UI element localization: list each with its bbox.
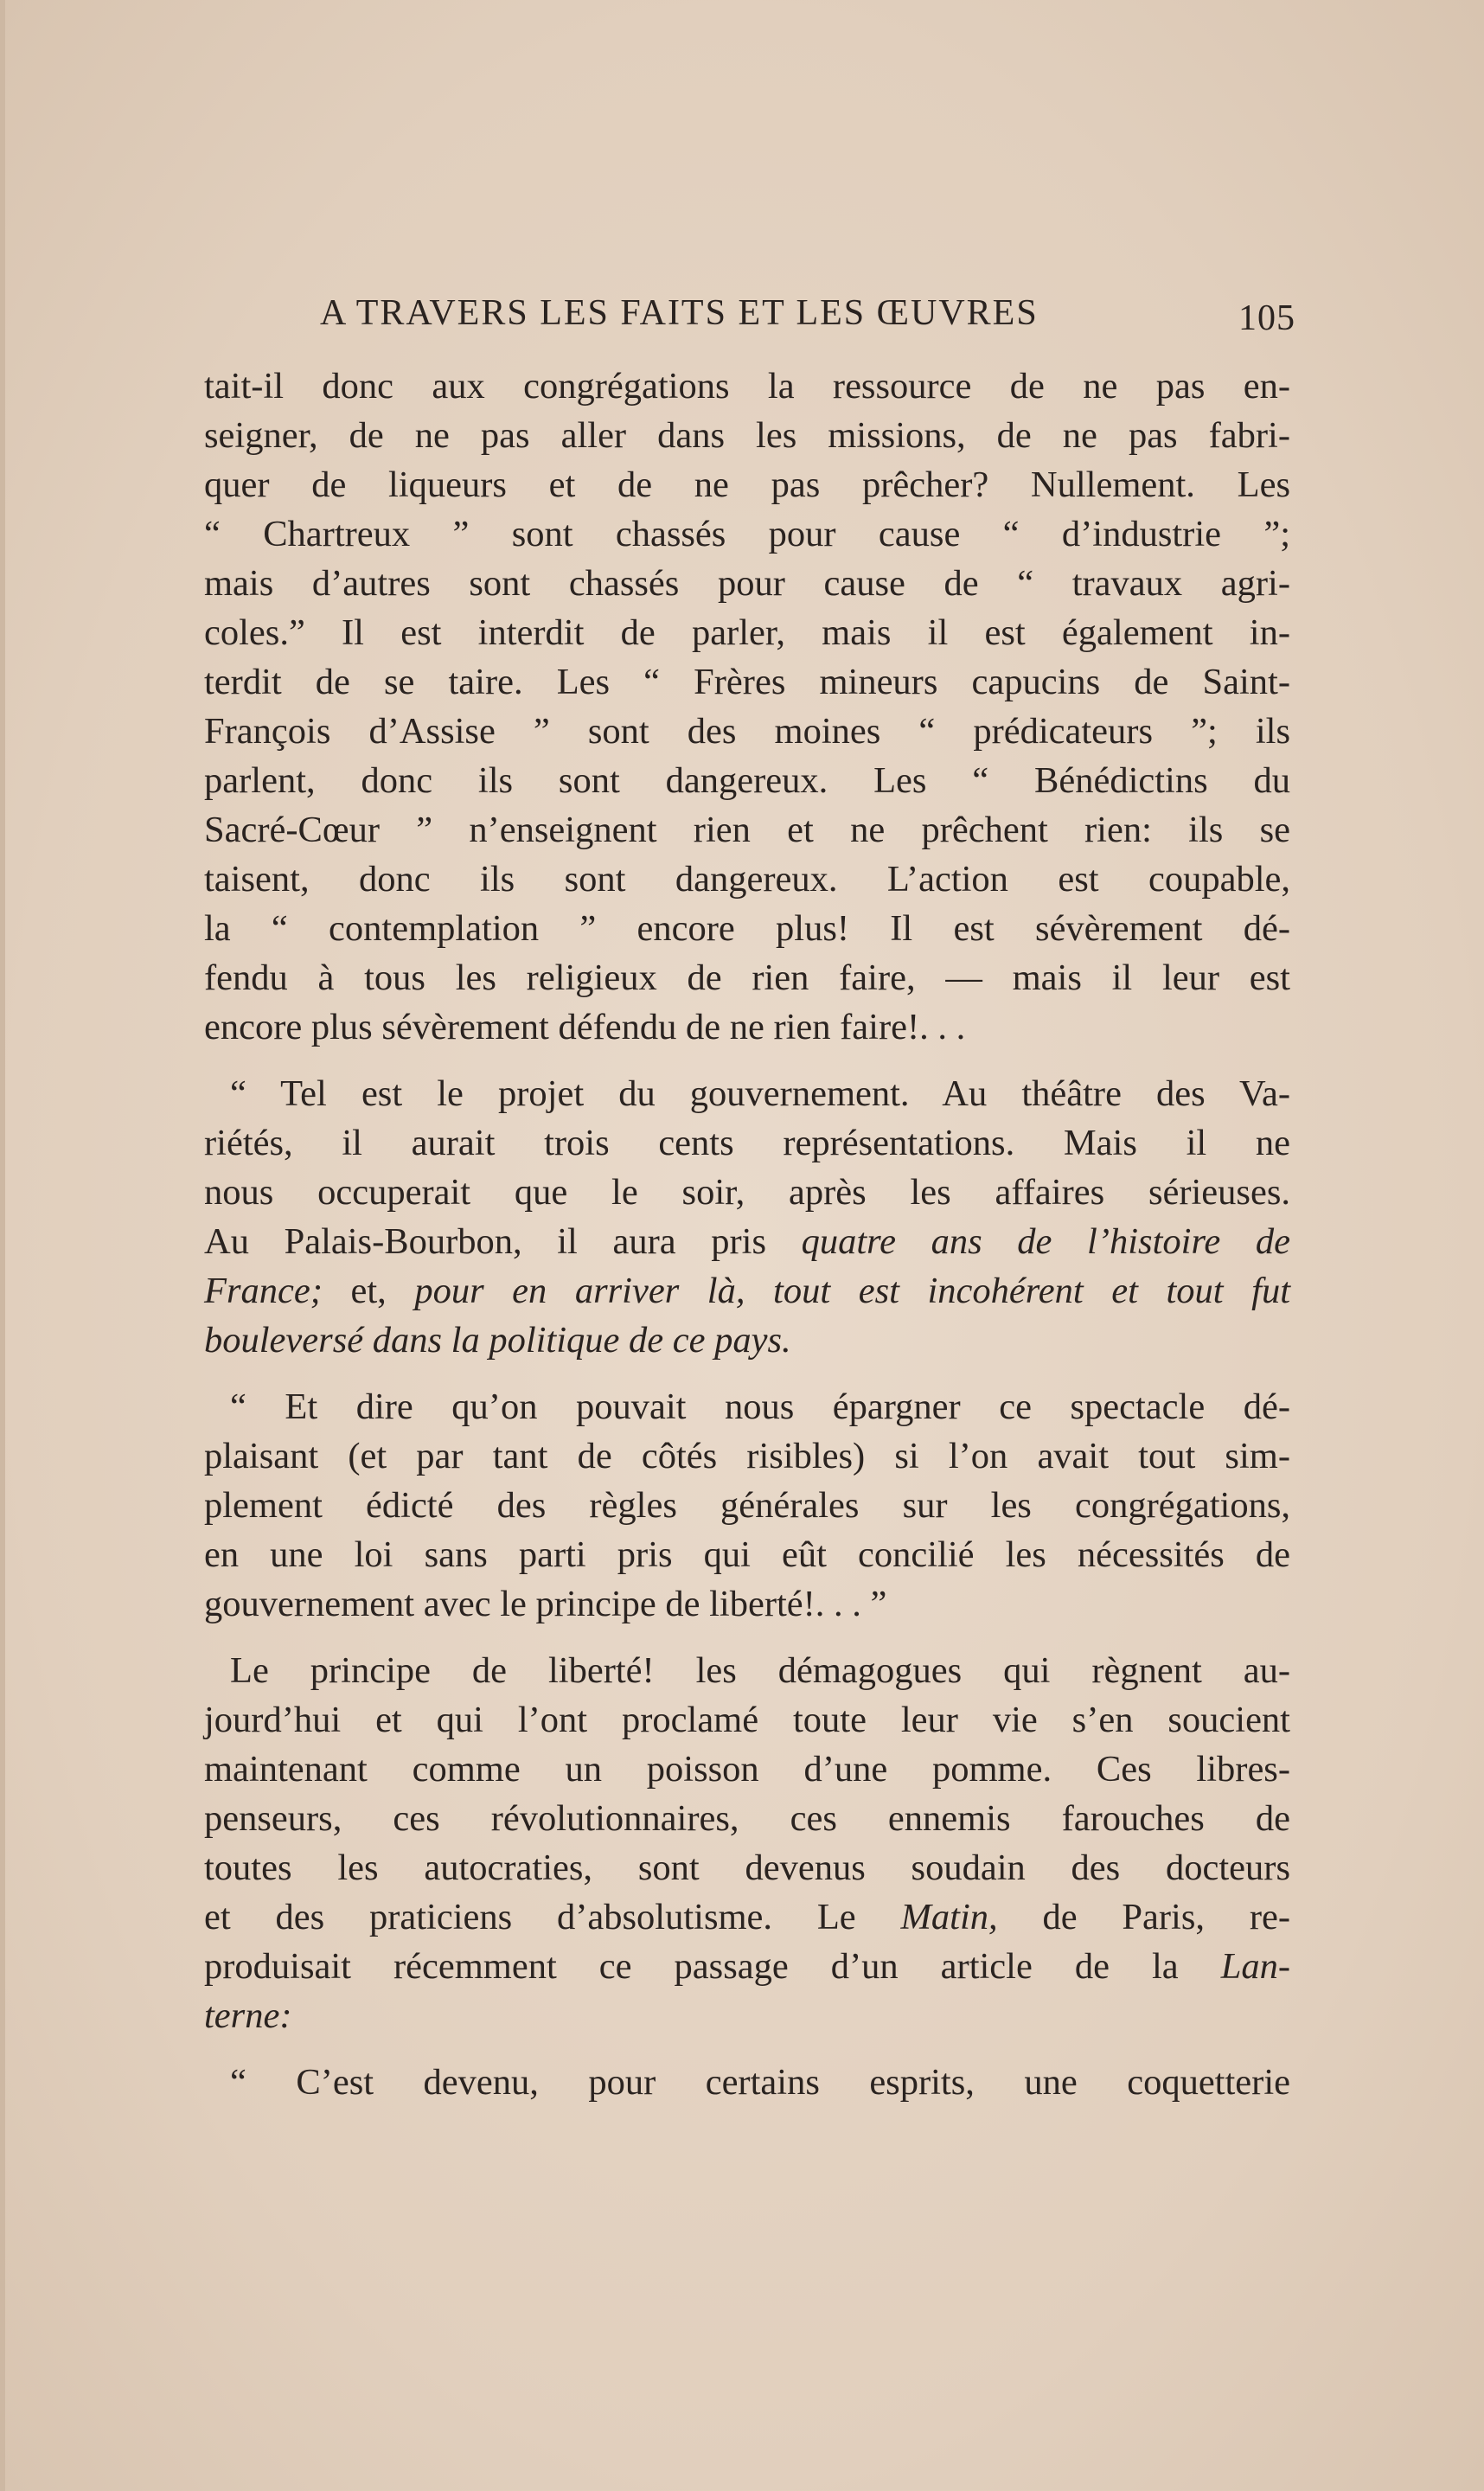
italic-text: quatre ans de l’histoire de bbox=[801, 1221, 1291, 1262]
page-edge bbox=[0, 0, 5, 2491]
paragraph bbox=[204, 1646, 1290, 2040]
paragraph-gap bbox=[204, 2040, 1290, 2058]
text-line: jourd’hui et qui l’ont proclamé toute leur vie s’en soucient bbox=[204, 1700, 1290, 1740]
text-line bbox=[204, 1942, 1290, 1991]
text-line: gouvernement avec le principe de liberté!. . . ” bbox=[204, 1584, 887, 1624]
text-line: taisent, donc ils sont dangereux. L’action est coupable, bbox=[204, 859, 1290, 900]
text-line: encore plus sévèrement défendu de ne rien faire!. . . bbox=[204, 1007, 966, 1047]
text-line: “ Chartreux ” sont chassés pour cause “ d’industrie ”; bbox=[204, 514, 1290, 554]
text-line: tait-il donc aux congrégations la ressource de ne pas en- bbox=[204, 366, 1290, 407]
running-title: A TRAVERS LES FAITS ET LES ŒUVRES bbox=[320, 293, 1039, 333]
text-line bbox=[204, 1316, 1290, 1365]
italic-text: bouleversé dans la politique de ce pays. bbox=[204, 1320, 791, 1361]
page-number: 105 bbox=[1238, 298, 1295, 338]
text-line: nous occuperait que le soir, après les affaires sérieuses. bbox=[204, 1172, 1290, 1213]
text-line: fendu à tous les religieux de rien faire, — mais il leur est bbox=[204, 957, 1290, 998]
text-line bbox=[204, 1217, 1290, 1266]
text-line: “ C’est devenu, pour certains esprits, une coquetterie bbox=[230, 2062, 1290, 2103]
text-line: quer de liqueurs et de ne pas prêcher? Nullement. Les bbox=[204, 464, 1290, 505]
text-line: “ Tel est le projet du gouvernement. Au théâtre des Va- bbox=[230, 1073, 1290, 1114]
body-text bbox=[204, 362, 1290, 2107]
italic-text: Matin, bbox=[900, 1897, 998, 1937]
text-line: parlent, donc ils sont dangereux. Les “ Bénédictins du bbox=[204, 760, 1290, 801]
paragraph bbox=[204, 1382, 1290, 1629]
text-line: “ Et dire qu’on pouvait nous épargner ce spectacle dé- bbox=[230, 1386, 1290, 1427]
paragraph bbox=[204, 362, 1290, 1052]
text-line: terdit de se taire. Les “ Frères mineurs capucins de Saint- bbox=[204, 662, 1290, 702]
text-line bbox=[204, 1892, 1290, 1942]
roman-text: et, bbox=[322, 1271, 415, 1311]
text-line: toutes les autocraties, sont devenus soudain des docteurs bbox=[204, 1847, 1290, 1888]
text-line: seigner, de ne pas aller dans les missions, de ne pas fabri- bbox=[204, 415, 1290, 456]
text-line: plement édicté des règles générales sur les congrégations, bbox=[204, 1485, 1290, 1526]
roman-text: Au Palais-Bourbon, il aura pris bbox=[204, 1221, 802, 1262]
text-line: plaisant (et par tant de côtés risibles) si l’on avait tout sim- bbox=[204, 1436, 1290, 1476]
roman-text: et des praticiens d’absolutisme. Le bbox=[204, 1897, 901, 1937]
text-line bbox=[204, 1266, 1290, 1316]
italic-text: terne: bbox=[204, 1995, 292, 2036]
italic-text: pour en arriver là, tout est incohérent et tout fut bbox=[414, 1271, 1290, 1311]
running-header bbox=[320, 292, 1306, 344]
text-line bbox=[204, 1991, 1290, 2040]
paragraph-gap bbox=[204, 1365, 1290, 1382]
text-line: François d’Assise ” sont des moines “ prédicateurs ”; ils bbox=[204, 711, 1290, 752]
text-line: riétés, il aurait trois cents représentations. Mais il ne bbox=[204, 1123, 1290, 1163]
text-line: la “ contemplation ” encore plus! Il est sévèrement dé- bbox=[204, 908, 1290, 949]
text-line: mais d’autres sont chassés pour cause de “ travaux agri- bbox=[204, 563, 1290, 604]
text-line: Le principe de liberté! les démagogues qui règnent au- bbox=[230, 1650, 1290, 1691]
text-line: en une loi sans parti pris qui eût concilié les nécessités de bbox=[204, 1534, 1290, 1575]
text-line: coles.” Il est interdit de parler, mais il est également in- bbox=[204, 612, 1290, 653]
text-line: penseurs, ces révolutionnaires, ces ennemis farouches de bbox=[204, 1798, 1290, 1839]
italic-text: France; bbox=[204, 1271, 323, 1311]
roman-text: de Paris, re- bbox=[997, 1897, 1290, 1937]
text-line: maintenant comme un poisson d’une pomme. Ces libres- bbox=[204, 1749, 1290, 1790]
roman-text: produisait récemment ce passage d’un article de la bbox=[204, 1946, 1221, 1987]
italic-text: Lan- bbox=[1220, 1946, 1290, 1987]
text-line: Sacré-Cœur ” n’enseignent rien et ne prêchent rien: ils se bbox=[204, 810, 1290, 850]
paragraph-gap bbox=[204, 1052, 1290, 1069]
paragraph bbox=[204, 2058, 1290, 2107]
paragraph bbox=[204, 1069, 1290, 1365]
paragraph-gap bbox=[204, 1629, 1290, 1646]
